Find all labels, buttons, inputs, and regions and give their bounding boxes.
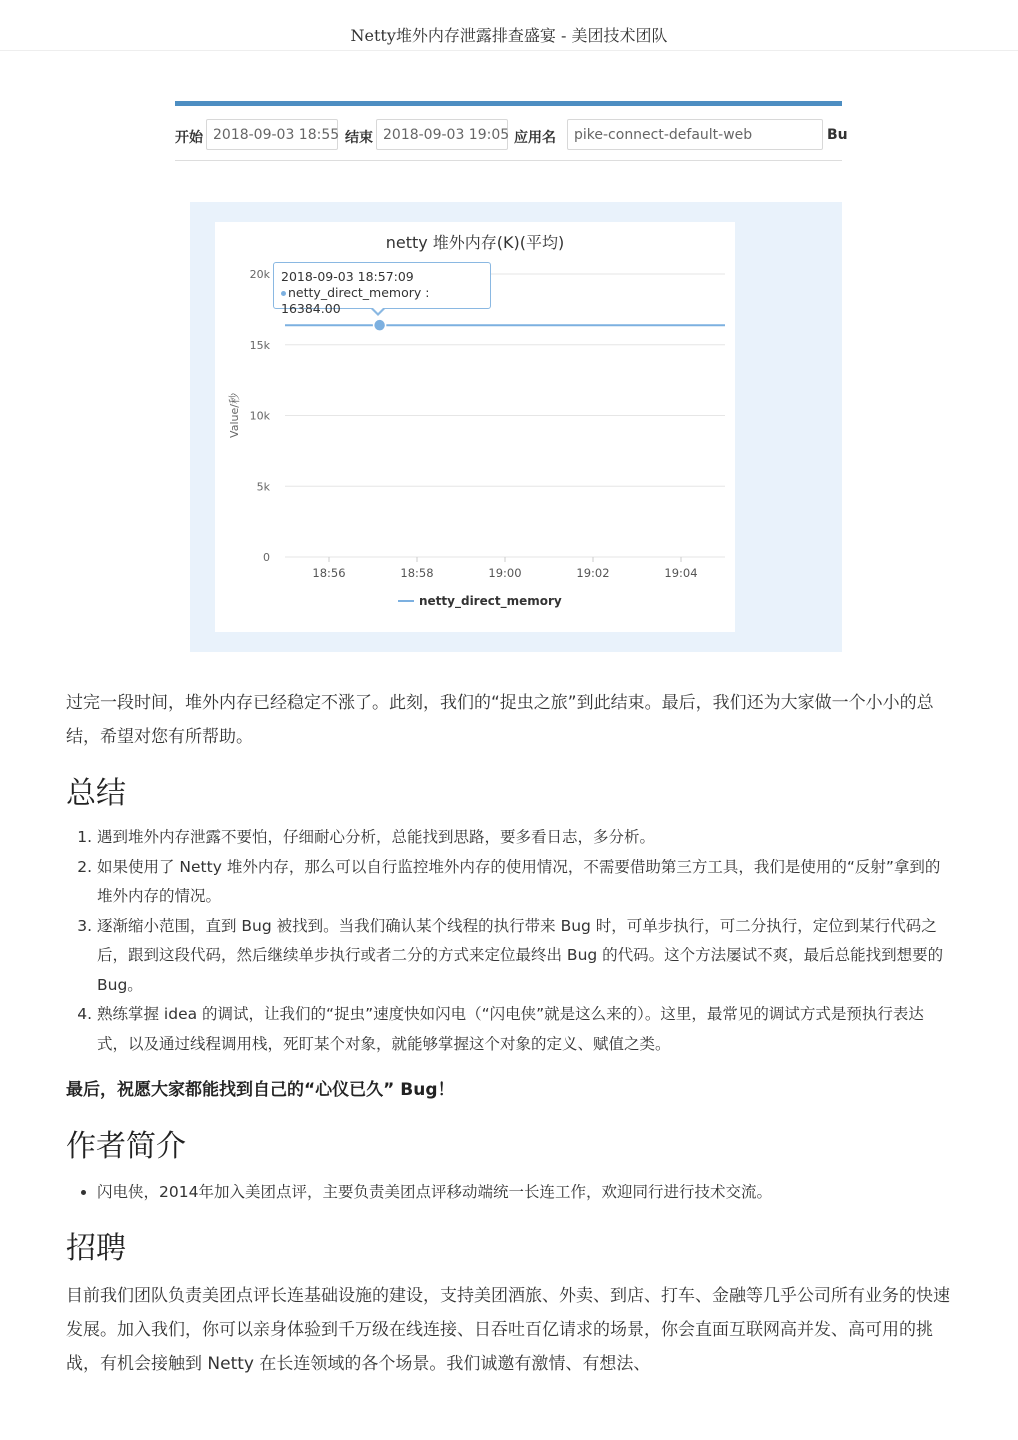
filter-bar-top-border: [175, 101, 842, 106]
closing-line: 最后，祝愿大家都能找到自己的“心仪已久” Bug！: [66, 1080, 455, 1100]
tooltip-value: netty_direct_memory : 16384.00: [281, 285, 430, 316]
filter-bar: [175, 101, 848, 163]
hiring-heading: 招聘: [66, 1231, 126, 1266]
y-tick-label: 20k: [249, 268, 270, 281]
tooltip-time: 2018-09-03 18:57:09: [281, 269, 414, 284]
summary-item: 1. 遇到堆外内存泄露不要怕，仔细耐心分析，总能找到思路，要多看日志，多分析。: [97, 823, 952, 853]
y-tick-label: 0: [263, 551, 270, 564]
x-tick-label: 18:58: [400, 566, 434, 580]
x-tick-label: 18:56: [312, 566, 346, 580]
chart-panel: [215, 222, 735, 632]
page-header: [0, 0, 1018, 51]
y-tick-label: 15k: [249, 338, 270, 352]
start-label: 开始: [175, 130, 203, 146]
y-tick-label: 10k: [249, 409, 270, 423]
start-time-field[interactable]: 2018-09-03 18:55: [206, 119, 338, 150]
x-tick-label: 19:02: [576, 566, 610, 580]
summary-item: 4. 熟练掌握 idea 的调试，让我们的“捉虫”速度快如闪电（“闪电侠”就是这么来的）。这里，最常见的调试方式是预执行表达式，以及通过线程调用栈，死盯某个对象，就能够掌握这个对象的定义、赋值之类。: [97, 1000, 952, 1059]
hiring-paragraph: 目前我们团队负责美团点评长连基础设施的建设，支持美团酒旅、外卖、到店、打车、金融等几乎公司所有业务的快速发展。加入我们，你可以亲身体验到千万级在线连接、日吞吐百亿请求的场景，你会直面互联网高并发、高可用的挑战，有机会接触到 Netty 在长连领域的各个场景。我们诚邀有激情、有想法、: [66, 1286, 950, 1374]
author-item: • 闪电侠，2014年加入美团点评，主要负责美团点评移动端统一长连工作，欢迎同行进行技术交流。: [97, 1178, 952, 1206]
cut-off-label: Bu: [827, 127, 848, 143]
app-name-field[interactable]: pike-connect-default-web: [567, 119, 823, 150]
intro-paragraph: 过完一段时间，堆外内存已经稳定不涨了。此刻，我们的“捉虫之旅”到此结束。最后，我们还为大家做一个小小的总结，希望对您有所帮助。: [66, 693, 934, 747]
summary-item: 2. 如果使用了 Netty 堆外内存，那么可以自行监控堆外内存的使用情况，不需要借助第三方工具，我们是使用的“反射”拿到的堆外内存的情况。: [97, 853, 952, 912]
author-list: [66, 1178, 952, 1206]
legend-label: netty_direct_memory: [419, 594, 562, 608]
summary-heading: 总结: [66, 776, 126, 811]
end-time-field[interactable]: 2018-09-03 19:05: [376, 119, 508, 150]
tooltip-series-dot: [281, 291, 286, 296]
author-heading: 作者简介: [66, 1129, 186, 1164]
y-axis-label: Value/秒: [228, 393, 241, 438]
filter-bar-bottom-border: [175, 160, 842, 161]
summary-item: 3. 逐渐缩小范围，直到 Bug 被找到。当我们确认某个线程的执行带来 Bug 时，可单步执行，可二分执行，定位到某行代码之后，跟到这段代码，然后继续单步执行或者二分的方式来定位最终出 Bug 的代码。这个方法屡试不爽，最后总能找到想要的 Bug。: [97, 912, 952, 1001]
page-header-title: Netty堆外内存泄露排查盛宴 - 美团技术团队: [350, 26, 668, 45]
x-tick-label: 19:04: [664, 566, 698, 580]
highlighted-data-point: [374, 319, 386, 331]
chart-title: netty 堆外内存(K)(平均): [385, 233, 565, 252]
chart-frame: [190, 202, 842, 652]
summary-list: [66, 823, 952, 1059]
y-tick-label: 5k: [256, 480, 270, 494]
app-name-label: 应用名: [514, 130, 556, 146]
tooltip-pointer-fill: [372, 307, 384, 313]
chart-tooltip: [273, 262, 491, 316]
x-tick-label: 19:00: [488, 566, 522, 580]
end-label: 结束: [345, 130, 373, 146]
